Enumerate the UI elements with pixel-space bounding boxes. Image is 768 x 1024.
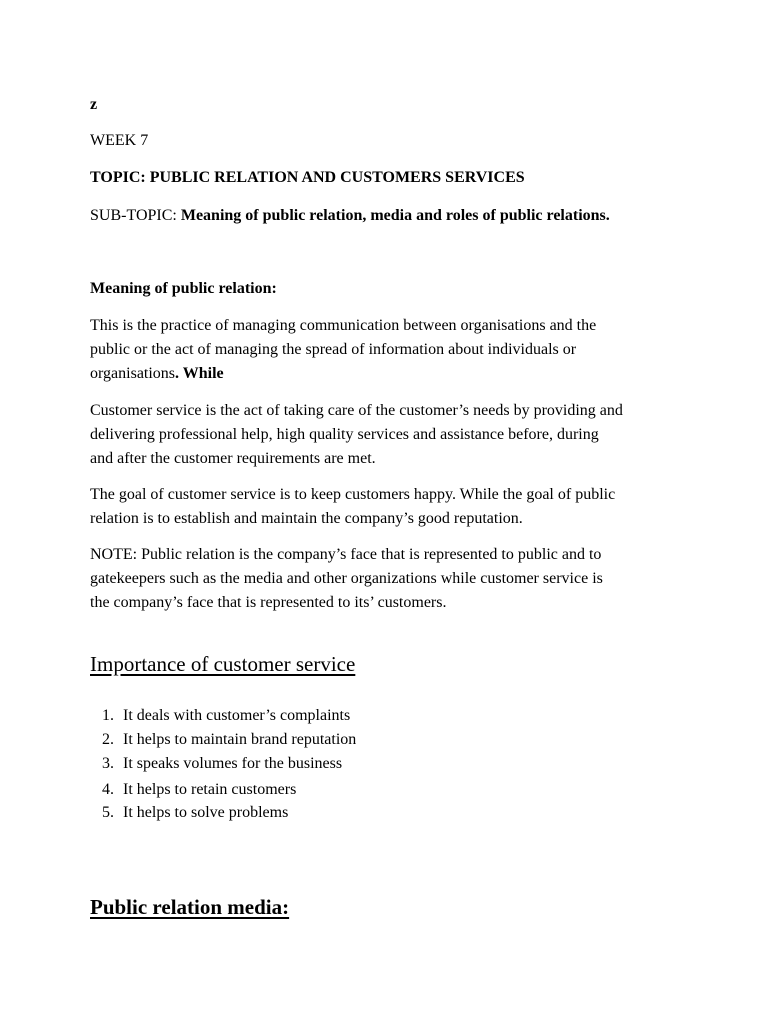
paragraph-line: gatekeepers such as the media and other organizations while customer service is <box>90 570 603 587</box>
paragraph-line: organisations. While <box>90 365 224 382</box>
paragraph-line: This is the practice of managing communication between organisations and the <box>90 317 597 334</box>
paragraph-3 <box>90 483 615 531</box>
paragraph-line: delivering professional help, high quality services and assistance before, during <box>90 426 599 443</box>
paragraph-line: public or the act of managing the spread of information about individuals or <box>90 341 577 358</box>
paragraph-line: NOTE: Public relation is the company’s face that is represented to public and to <box>90 546 602 563</box>
list-item: 5. It helps to solve problems <box>102 804 289 821</box>
list-item: 2. It helps to maintain brand reputation <box>102 731 357 748</box>
importance-heading: Importance of customer service <box>90 652 356 676</box>
list-item: 3. It speaks volumes for the business <box>102 755 343 772</box>
paragraph-line: The goal of customer service is to keep customers happy. While the goal of public <box>90 486 616 503</box>
list-item: 4. It helps to retain customers <box>102 781 297 798</box>
paragraph-2 <box>90 399 623 471</box>
topic-line: TOPIC: PUBLIC RELATION AND CUSTOMERS SERVICES <box>90 169 525 186</box>
marker-text: z <box>90 96 98 113</box>
meaning-heading: Meaning of public relation: <box>90 280 277 297</box>
paragraph-line: relation is to establish and maintain the company’s good reputation. <box>90 510 523 527</box>
list-item: 1. It deals with customer’s complaints <box>102 707 351 724</box>
paragraph-line: Customer service is the act of taking care of the customer’s needs by providing and <box>90 402 623 419</box>
subtopic-label: SUB-TOPIC: <box>90 207 181 224</box>
paragraph-line: the company’s face that is represented to its’ customers. <box>90 594 447 611</box>
subtopic-text: Meaning of public relation, media and roles of public relations. <box>180 207 610 224</box>
paragraph-1 <box>90 314 596 386</box>
note-paragraph <box>90 543 603 615</box>
media-heading: Public relation media: <box>90 895 290 919</box>
subtopic-line <box>90 204 610 228</box>
while-bold: . While <box>175 365 224 382</box>
paragraph-line: and after the customer requirements are met. <box>90 450 376 467</box>
week-label: WEEK 7 <box>90 132 149 149</box>
